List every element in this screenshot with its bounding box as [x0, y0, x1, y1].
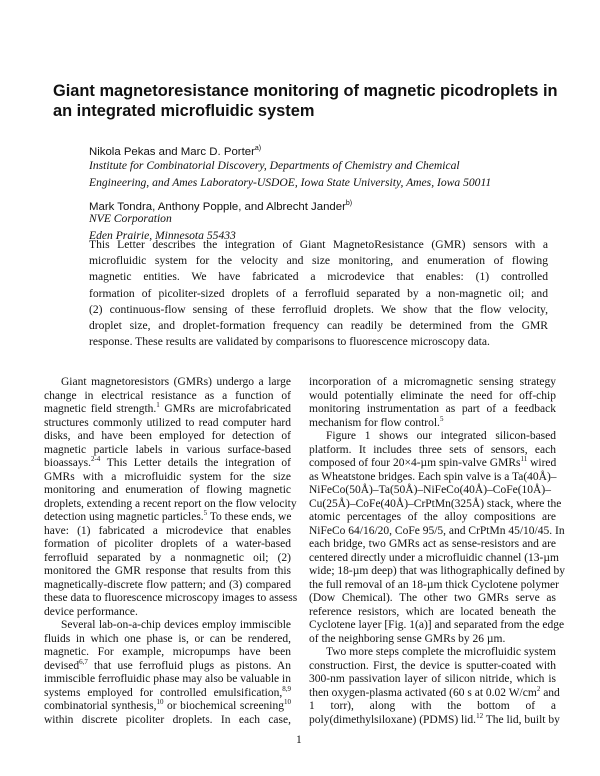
text-line: magnetic. For example, micropumps have been	[44, 646, 291, 658]
text-line: have: (1) fabricated a microdevice that enables	[44, 524, 291, 537]
citation-superscript: 2	[536, 684, 541, 693]
text-line: 1 torr), along with the bottom of a	[309, 700, 556, 712]
text-line: This Letter describes the integration of Giant MagnetoResistance (GMR) sensors with a	[89, 238, 548, 251]
text-line: Figure 1 shows our integrated silicon-based	[326, 430, 556, 442]
paper-title	[53, 81, 563, 121]
text-line: ferrofluid separated by a nonmagnetic oil; (2)	[44, 551, 291, 564]
text-line: Cyclotene layer [Fig. 1(a)] and separated from the edge	[309, 619, 565, 631]
body-column-left	[44, 376, 298, 727]
text-line: poly(dimethylsiloxane) (PDMS) lid.$^{12}$ The lid, built by	[309, 711, 560, 726]
text-line: GMRs with a microfluidic system for the size	[44, 470, 291, 483]
text-line: fluids in which one phase is, or can be rendered,	[44, 632, 291, 645]
text-line: within discrete picoliter droplets. In each case,	[44, 713, 291, 726]
text-line: incorporation of a micromagnetic sensing strategy	[309, 376, 556, 388]
text-line: of the neighboring sense GMRs by 26 µm.	[309, 632, 506, 645]
text-line: composed of four 20×4-µm spin-valve GMRs$^{11}$ wired	[309, 455, 557, 469]
text-line: wide; 18-µm deep) that was lithographically defined by	[309, 565, 566, 577]
text-line: droplets, extending a recent report on the flow velocity	[44, 497, 297, 510]
citation-superscript: 12	[476, 711, 484, 720]
affiliation-line: Engineering, and Ames Laboratory-USDOE, Iowa State University, Ames, Iowa 50011	[89, 175, 492, 189]
text-line: then oxygen-plasma activated (60 s at 0.02 $W/cm^2$ and	[309, 684, 560, 699]
text-line: magnetic entities. We have fabricated a microdevice that enables: (1) controlled	[89, 270, 548, 284]
footnote-mark: b)	[345, 200, 353, 207]
citation-superscript: 10	[156, 698, 164, 707]
citation-superscript: 8,9	[282, 684, 291, 693]
text-line: Several lab-on-a-chip devices employ immiscible	[61, 619, 291, 631]
affiliation-line: Institute for Combinatorial Discovery, Departments of Chemistry and Chemical	[89, 159, 460, 172]
affiliation-line: NVE Corporation	[89, 212, 172, 225]
text-line: bioassays.$^{2-4}$ This Letter details the integration of	[44, 455, 291, 469]
text-line: magnetically-discrete flow pattern; and (3) compared	[44, 578, 291, 591]
footnote-mark: a)	[254, 145, 262, 152]
citation-superscript: 10	[284, 698, 291, 707]
page-number: 1	[296, 734, 302, 746]
text-line: would potentially eliminate the need for off-chip	[309, 389, 556, 402]
text-line: structures commonly utilized to read computer hard	[44, 416, 291, 429]
text-line: droplet size, and droplet-formation frequency can readily be determined from the GMR	[89, 319, 548, 333]
text-line: reference resistors, which are located beneath the	[309, 605, 556, 618]
text-line: Two more steps complete the microfluidic system	[326, 646, 556, 658]
text-line: 300-nm passivation layer of silicon nitride, which is	[309, 673, 556, 685]
author-names: Mark Tondra, Anthony Popple, and Albrecht Jander	[89, 200, 346, 213]
text-line: immiscible ferrofluidic phase may also be valuable in	[44, 673, 291, 685]
text-line: Cu(25Å)–CoFe(40Å)–CrPtMn(325Å) stack, where the	[309, 497, 562, 510]
citation-superscript: 1	[156, 401, 160, 410]
text-line: devised$^{6,7}$ that use ferrofluid plugs as pistons. An	[44, 657, 291, 672]
text-line: monitoring and enumeration of flowing magnetic	[44, 484, 291, 496]
affiliation-line: Eden Prairie, Minnesota 55433	[89, 228, 236, 242]
text-line: mechanism for flow control.$^5$	[309, 414, 444, 429]
citation-superscript: 6,7	[79, 657, 88, 666]
text-line: response. These results are validated by comparisons to fluorescence microscopy data.	[89, 335, 490, 349]
text-line: platform. It includes three sets of sensors, each	[309, 443, 556, 456]
text-line: as Wheatstone bridges. Each spin valve is a Ta(40Å)–	[309, 470, 557, 483]
affiliation-1	[89, 158, 491, 191]
body-column-right	[309, 376, 566, 727]
citation-superscript: 5	[203, 509, 208, 518]
author-names: Nikola Pekas and Marc D. Porter	[89, 145, 255, 158]
text-line: microfluidic system for the velocity and size monitoring, and enumeration of flowing	[89, 254, 548, 268]
text-line: construction. First, the device is sputter-coated with	[309, 659, 556, 672]
author-list-1	[89, 141, 261, 160]
title-line: an integrated microfluidic system	[53, 102, 315, 120]
text-line: detection using magnetic particles.$^5$ To these ends, we	[44, 509, 292, 523]
text-line: formation of picoliter droplets of a water-based	[44, 538, 291, 550]
text-line: NiFeCo 64/16/20, CoFe 95/5, and CrPtMn 45/10/45. In	[309, 524, 565, 537]
citation-superscript: 5	[439, 414, 444, 423]
text-line: magnetic particle labels in various surface-based	[44, 443, 291, 456]
text-line: centered directly under a microfluidic channel (13-µm	[309, 551, 559, 564]
text-line: these data to fluorescence microscopy images to assess	[44, 592, 298, 604]
text-line: device performance.	[44, 605, 138, 618]
text-line: NiFeCo(50Å)–Ta(50Å)–NiFeCo(40Å)–CoFe(10Å)–	[309, 484, 551, 496]
text-line: monitoring instrumentation as part of a feedback	[309, 403, 556, 415]
text-line: Giant magnetoresistors (GMRs) undergo a large	[61, 376, 291, 388]
text-line: the full removal of an 18-µm thick Cyclotene polymer	[309, 578, 559, 591]
text-line: (Dow Chemical). The other two GMRs serve as	[309, 592, 556, 604]
text-line: combinatorial synthesis,$^{10}$ or biochemical screening$^{10}$	[44, 698, 291, 712]
text-line: disks, and have been employed for detection of	[44, 430, 291, 442]
text-line: atomic percentages of the alloy compositions are	[309, 511, 556, 523]
abstract	[89, 237, 548, 350]
text-line: formation of picoliter-sized droplets of a ferrofluid separated by a non-magnetic oil; and	[89, 286, 548, 300]
text-line: each bridge, two GMRs act as sense-resistors and are	[309, 538, 556, 550]
text-line: change in electrical resistance as a function of	[44, 389, 291, 402]
text-line: (2) continuous-flow sensing of these ferrofluid droplets. We show that the flow velocity,	[89, 302, 548, 316]
text-line: monitored the GMR response that results from this	[44, 565, 291, 577]
text-line: magnetic field strength.$^1$ GMRs are microfabricated	[44, 401, 291, 415]
text-line: systems employed for controlled emulsification,$^{8,9}$	[44, 684, 291, 699]
citation-superscript: 2-4	[90, 455, 101, 464]
title-line: Giant magnetoresistance monitoring of magnetic picodroplets in	[53, 82, 558, 100]
citation-superscript: 11	[520, 455, 528, 464]
